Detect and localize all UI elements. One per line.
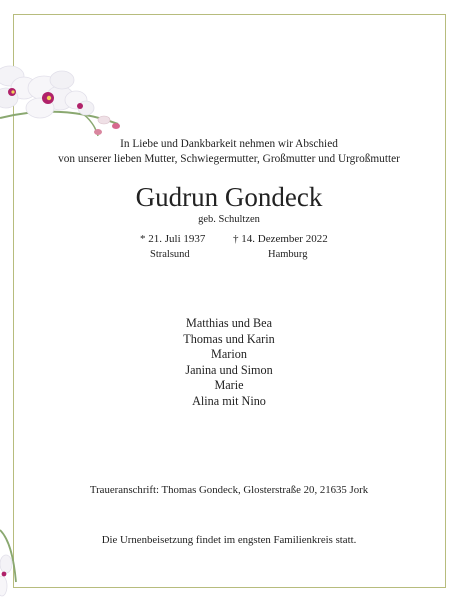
burial-note: Die Urnenbeisetzung findet im engsten Familienkreis statt.	[101, 534, 357, 546]
birth-place: Stralsund	[150, 249, 190, 260]
family-member: Matthias und Bea	[186, 316, 272, 330]
family-member: Alina mit Nino	[192, 393, 266, 408]
death-place: Hamburg	[268, 249, 308, 260]
family-member: Marion	[211, 347, 247, 361]
intro-line-1: In Liebe und Dankbarkeit nehmen wir Abschied	[120, 138, 338, 150]
death-date: † 14. Dezember 2022	[233, 233, 328, 245]
family-list	[0, 316, 458, 409]
orchid-decoration-icon	[0, 48, 130, 148]
family-member: Thomas und Karin	[183, 331, 275, 346]
birth-date: * 21. Juli 1937	[140, 233, 206, 245]
mourning-address: Traueranschrift: Thomas Gondeck, Glosterstraße 20, 21635 Jork	[89, 484, 369, 496]
family-member: Janina und Simon	[185, 362, 273, 377]
orchid-stem-decoration-icon	[0, 520, 26, 600]
family-member: Marie	[214, 378, 244, 392]
intro-line-2: von unserer lieben Mutter, Schwiegermutter, Großmutter und Urgroßmutter	[58, 153, 400, 165]
maiden-name: geb. Schultzen	[198, 214, 260, 225]
deceased-name: Gudrun Gondeck	[135, 182, 323, 212]
